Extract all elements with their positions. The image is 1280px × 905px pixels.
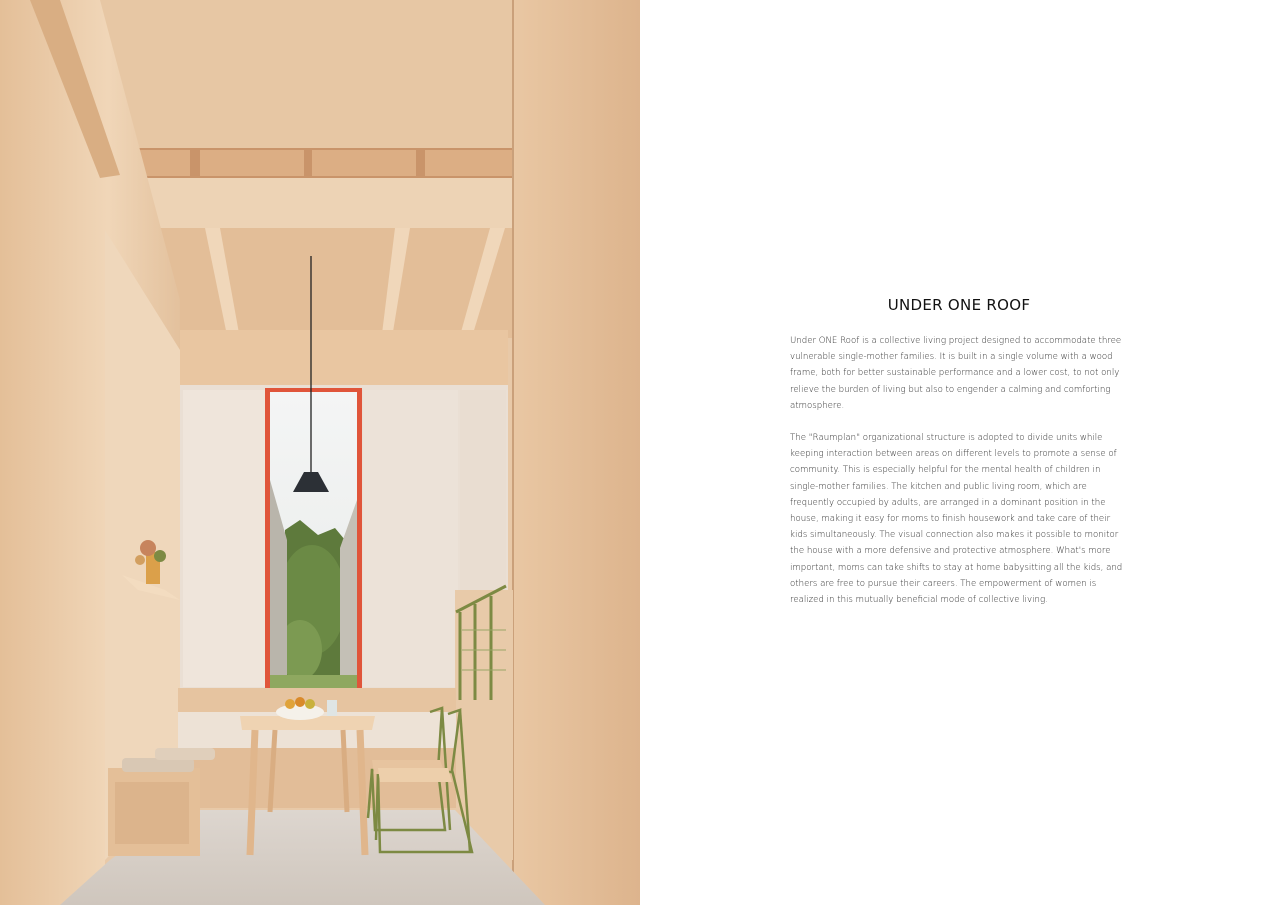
text-page [640,0,1280,905]
right-wall [513,0,640,905]
page-title: UNDER ONE ROOF [887,296,1031,314]
table-leg [250,730,255,855]
back-header-beam [178,330,508,385]
bench-cushion [122,758,194,772]
upper-loft-wall [95,0,515,150]
paragraph: Under ONE Roof is a collective living project designed to accommodate three vulnerable single-mother families. It is built in a single volume with a wood frame, both for better sustainable performance and a lower cost, to not only relieve the burden of living but also to engender a calming and comforting atmosphere. [790,336,1122,411]
body-text [790,333,1130,624]
paragraph: The "Raumplan" organizational structure is adopted to divide units while keeping interaction between areas on different levels to promote a sense of community. This is especially helpful for the mental health of children in single-mother families. The kitchen and public living room, which are frequently occupied by adults, are arranged in a dominant position in the house, making it easy for moms to finish housework and take care of their kids simultaneously. The visual connection also makes it possible to monitor the house with a more defensive and protective atmosphere. What's more important, moms can take shifts to stay at home babysitting all the kids, and others are free to pursue their careers. The empowerment of women is realized in this mutually beneficial mode of collective living. [790,433,1123,606]
glass [327,700,337,716]
main-beam [102,178,515,228]
ceiling [130,228,515,338]
